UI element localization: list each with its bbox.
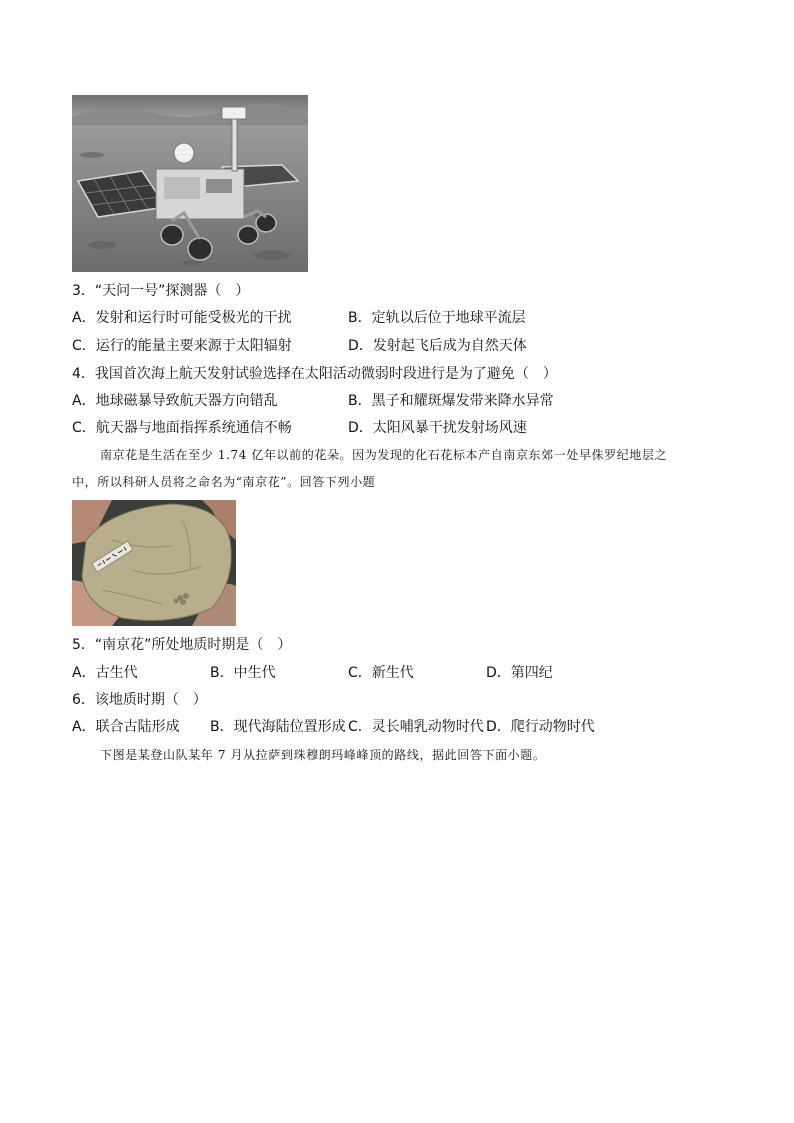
question-3-stem: 3．“天问一号”探测器（ ） [72,283,250,299]
passage-climbing-route: 下图是某登山队某年 7 月从拉萨到珠穆朗玛峰峰顶的路线，据此回答下面小题。 [100,748,546,762]
question-6-option-c: C．灵长哺乳动物时代 [348,719,484,735]
question-5-option-d: D．第四纪 [486,665,553,681]
question-5-option-a: A．古生代 [72,665,138,681]
question-3-option-c: C．运行的能量主要来源于太阳辐射 [72,338,292,354]
fossil-illustration [72,500,236,626]
question-6-option-a: A．联合古陆形成 [72,719,180,735]
rover-illustration [72,95,308,272]
passage-nanjing-flower-line-1: 南京花是生活在至少 1.74 亿年以前的花朵。因为发现的化石花标本产自南京东郊一处早侏罗纪地层之 [100,448,668,462]
question-6-option-b: B．现代海陆位置形成 [210,719,346,735]
question-4-option-d: D．太阳风暴干扰发射场风速 [348,420,527,436]
question-3-option-d: D．发射起飞后成为自然天体 [348,338,527,354]
question-5-stem: 5．“南京花”所处地质时期是（ ） [72,637,292,653]
passage-nanjing-flower-line-2: 中，所以科研人员将之命名为“南京花”。回答下列小题 [72,475,376,489]
question-6-stem: 6．该地质时期（ ） [72,692,207,708]
mars-rover-photo [72,95,308,272]
question-4-option-c: C．航天器与地面指挥系统通信不畅 [72,420,292,436]
question-6-option-d: D．爬行动物时代 [486,719,595,735]
question-5-option-c: C．新生代 [348,665,414,681]
question-3-option-b: B．定轨以后位于地球平流层 [348,310,526,326]
question-3-option-a: A．发射和运行时可能受极光的干扰 [72,310,292,326]
question-4-stem: 4．我国首次海上航天发射试验选择在太阳活动微弱时段进行是为了避免（ ） [72,366,557,382]
question-4-option-b: B．黑子和耀斑爆发带来降水异常 [348,393,554,409]
question-5-option-b: B．中生代 [210,665,276,681]
question-4-option-a: A．地球磁暴导致航天器方向错乱 [72,393,278,409]
fossil-photo [72,500,236,626]
